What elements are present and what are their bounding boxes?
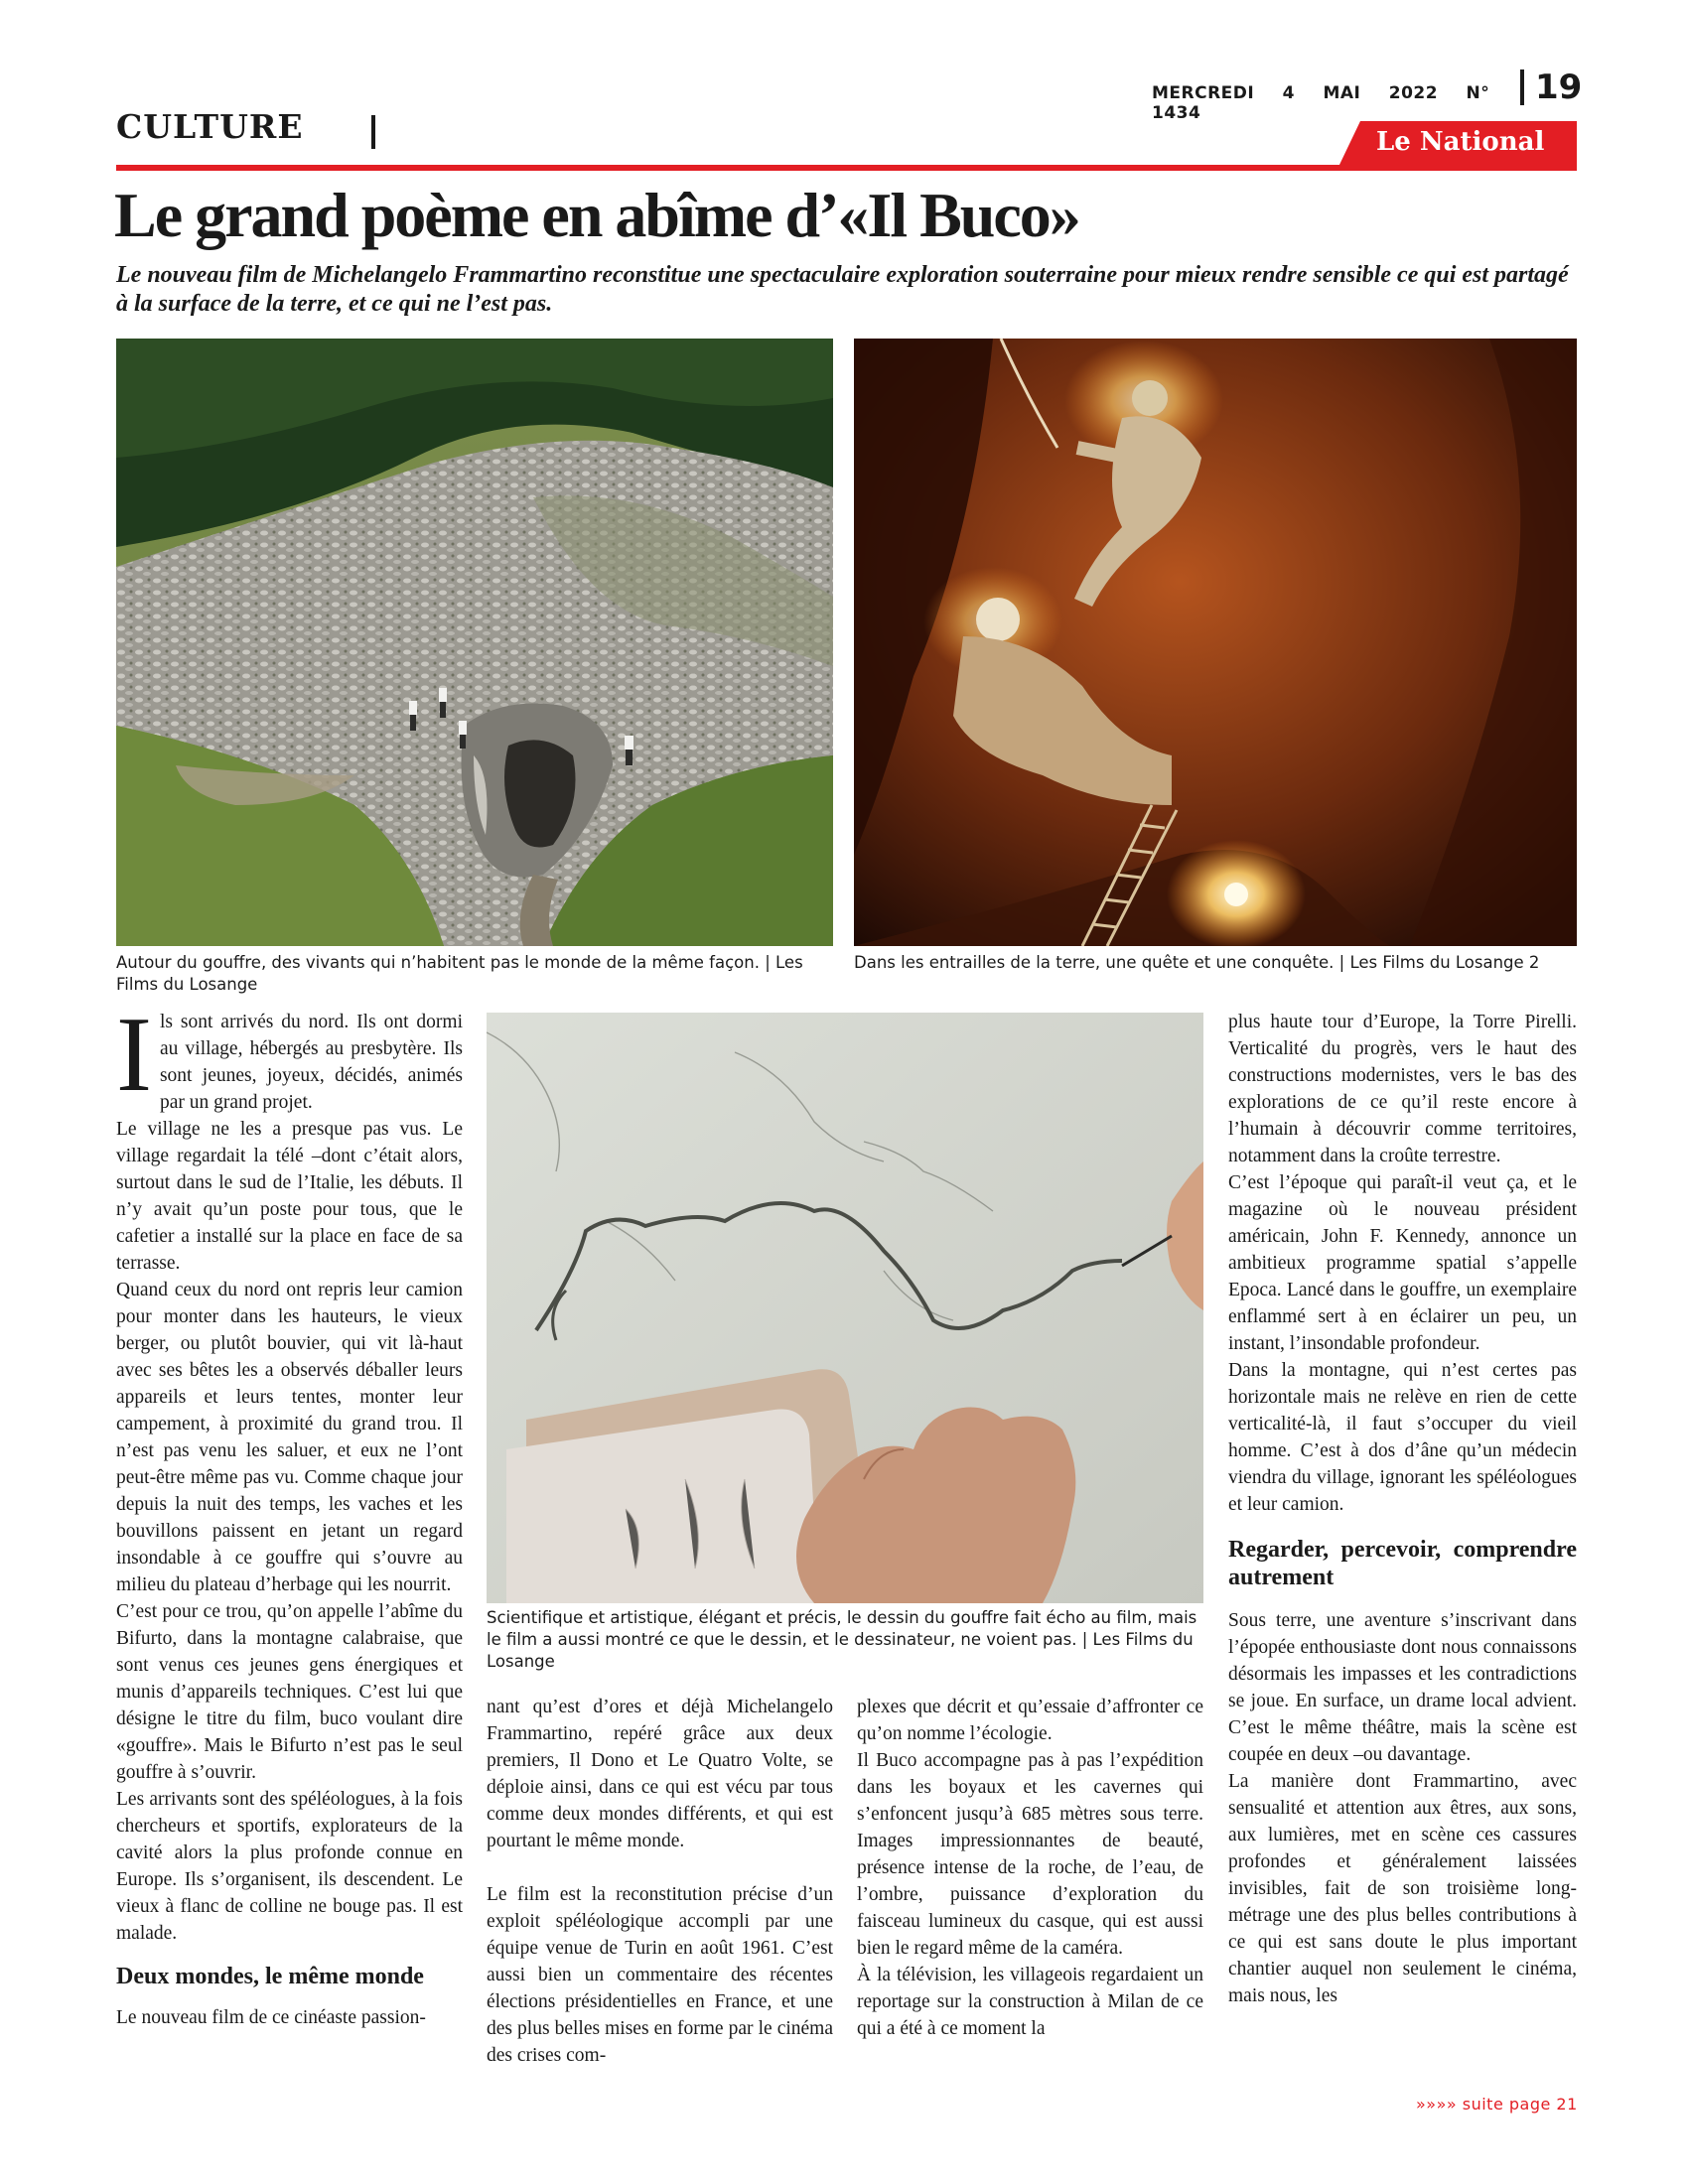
page-number: 19 — [1535, 68, 1583, 107]
issue-date-line — [1152, 83, 1517, 123]
photo-drawing-caption: Scientifique et artistique, élégant et précis, le dessin du gouffre fait écho au film, mais le film a aussi montré ce que le dessin, et le dessinateur, ne voient pas. | Les Films du Losange — [487, 1608, 1197, 1671]
article-column-4 — [1228, 1009, 1577, 2009]
paragraph: Dans la montagne, qui n’est certes pas horizontale mais ne relève en rien de cette verticalité-là, il faut s’occuper du vieil homme. C’est à dos d’âne qu’un médecin viendra du village, ignorant les spéléologues et leur camion. — [1228, 1360, 1577, 1515]
issue-number: N° 1434 — [1152, 83, 1490, 123]
paragraph: Sous terre, une aventure s’inscrivant dans l’épopée enthousiaste dont nous connaissons désormais les impasses et les contradictions se joue. En surface, un drame local advient. C’est le même théâtre, mais la scène est coupée en deux –ou davantage. — [1228, 1610, 1577, 1765]
header-rule — [116, 165, 1577, 171]
paragraph: C’est pour ce trou, qu’on appelle l’abîme du Bifurto, dans la montagne calabraise, que sont venus ces jeunes gens énergiques et munis d’appareils techniques. C’est lui que désigne le titre du film, buco voulant dire «gouffre». Mais le Bifurto n’est pas le seul gouffre à s’ouvrir. — [116, 1601, 463, 1783]
issue-day: MERCREDI — [1152, 83, 1255, 103]
paragraph: Le nouveau film de ce cinéaste passion- — [116, 2007, 426, 2028]
issue-date-number: 4 — [1282, 83, 1296, 103]
issue-month: MAI — [1323, 83, 1361, 103]
brand-name: Le National — [1376, 127, 1545, 157]
paragraph — [116, 996, 463, 1116]
photo-cave-drawing — [487, 1013, 1203, 1603]
section-divider — [371, 115, 375, 149]
paragraph: Le film est la reconstitution précise d’un exploit spéléologique accompli par une équipe venue de Turin en août 1961. C’est aussi bien un commentaire des récentes élections présidentielles en France, et une des plus belles mises en forme par le cinéma des crises com- — [487, 1884, 833, 2066]
page-number-divider — [1520, 69, 1524, 105]
paragraph: À la télévision, les villageois regardaient un reportage sur la construction à Milan de ce qui a été à ce moment la — [857, 1965, 1203, 2039]
article-standfirst: Le nouveau film de Michelangelo Frammartino reconstitue une spectaculaire exploration souterraine pour mieux rendre sensible ce qui est partagé à la surface de la terre, et ce qui ne l’est pas. — [116, 262, 1569, 317]
paragraph: Le village ne les a presque pas vus. Le village regardait la télé –dont c’était alors, surtout dans le sud de l’Italie, les débuts. Il n’y avait qu’un poste pour tous, que le cafetier a installé sur la place en face de sa terrasse. — [116, 1119, 463, 1274]
paragraph: Quand ceux du nord ont repris leur camion pour monter dans les hauteurs, le vieux berger, ou plutôt bouvier, qui vit là-haut avec ses bêtes les a observés déballer leurs appareils et leurs tentes, monter leur campement, à proximité du grand trou. Il n’est pas venu les saluer, et eux ne l’ont peut-être même pas vu. Comme chaque jour depuis la nuit des temps, les vaches et les bouvillons paissent en jetant un regard insondable à ce gouffre qui s’ouvre au milieu du plateau d’herbage qui les nourrit. — [116, 1280, 463, 1595]
continued-on-page-link[interactable]: »»»» suite page 21 — [1416, 2095, 1578, 2114]
photo-sinkhole-landscape-image — [116, 339, 833, 946]
paragraph: C’est l’époque qui paraît-il veut ça, et le magazine où le nouveau président américain, John F. Kennedy, annonce un ambitieux programme spatial s’appelle Epoca. Lancé dans le gouffre, un exemplaire enflammé sert à en éclairer un peu, un instant, l’insondable profondeur. — [1228, 1172, 1577, 1354]
subheading: Deux mondes, le même monde — [116, 1964, 424, 1989]
photo-cave-explorers — [854, 339, 1577, 946]
photo-cave-caption: Dans les entrailles de la terre, une quête et une conquête. | Les Films du Losange 2 — [854, 953, 1540, 972]
article-column-2 — [487, 1694, 833, 2069]
paragraph: plexes que décrit et qu’essaie d’affronter ce qu’on nomme l’écologie. — [857, 1697, 1203, 1744]
paragraph: La manière dont Frammartino, avec sensualité et attention aux êtres, aux sons, aux lumières, met en scène ces cassures profondes et généralement laissées invisibles, fait de son troisième long-métrage une des plus belles contributions à ce qui est sans doute le plus important chantier auquel non seulement le cinéma, mais nous, les — [1228, 1771, 1577, 2006]
article-column-3 — [857, 1694, 1203, 2042]
paragraph: Il Buco accompagne pas à pas l’expédition dans les boyaux et les cavernes qui s’enfoncent jusqu’à 685 mètres sous terre. Images impressionnantes de beauté, présence intense de la roche, de l’eau, de l’ombre, puissance d’exploration du faisceau lumineux du casque, qui est aussi bien le regard même de la caméra. — [857, 1750, 1203, 1959]
photo-cave-explorers-image — [854, 339, 1577, 946]
paragraph: Les arrivants sont des spéléologues, à la fois chercheurs et sportifs, explorateurs de la cavité alors la plus profonde connue en Europe. Ils s’organisent, ils descendent. Le vieux à flanc de colline ne bouge pas. Il est malade. — [116, 1789, 463, 1944]
paragraph: plus haute tour d’Europe, la Torre Pirelli. Verticalité du progrès, vers le haut des constructions modernistes, vers le bas des explorations de ce qu’il reste encore à l’humain à découvrir comme territoires, notamment dans la croûte terrestre. — [1228, 1012, 1577, 1166]
article-column-1 — [116, 996, 463, 2031]
section-label: CULTURE — [116, 107, 304, 146]
photo-sinkhole-landscape — [116, 339, 833, 946]
photo-cave-drawing-image — [487, 1013, 1203, 1603]
paragraph-text: ls sont arrivés du nord. Ils ont dormi au village, hébergés au presbytère. Ils sont jeunes, joyeux, décidés, animés par un grand projet. — [159, 1012, 463, 1113]
subheading: Regarder, percevoir, comprendre autrement — [1228, 1537, 1577, 1590]
drop-cap: I — [116, 996, 152, 1114]
photo-sinkhole-caption: Autour du gouffre, des vivants qui n’habitent pas le monde de la même façon. | Les Films du Losange — [116, 953, 803, 994]
paragraph: nant qu’est d’ores et déjà Michelangelo Frammartino, repéré grâce aux deux premiers, Il Dono et Le Quatro Volte, se déploie ainsi, dans ce qui est vécu par tous comme deux mondes différents, et qui est pourtant le même monde. — [487, 1697, 833, 1851]
article-headline: Le grand poème en abîme d’«Il Buco» — [114, 180, 1079, 250]
issue-year: 2022 — [1388, 83, 1439, 103]
